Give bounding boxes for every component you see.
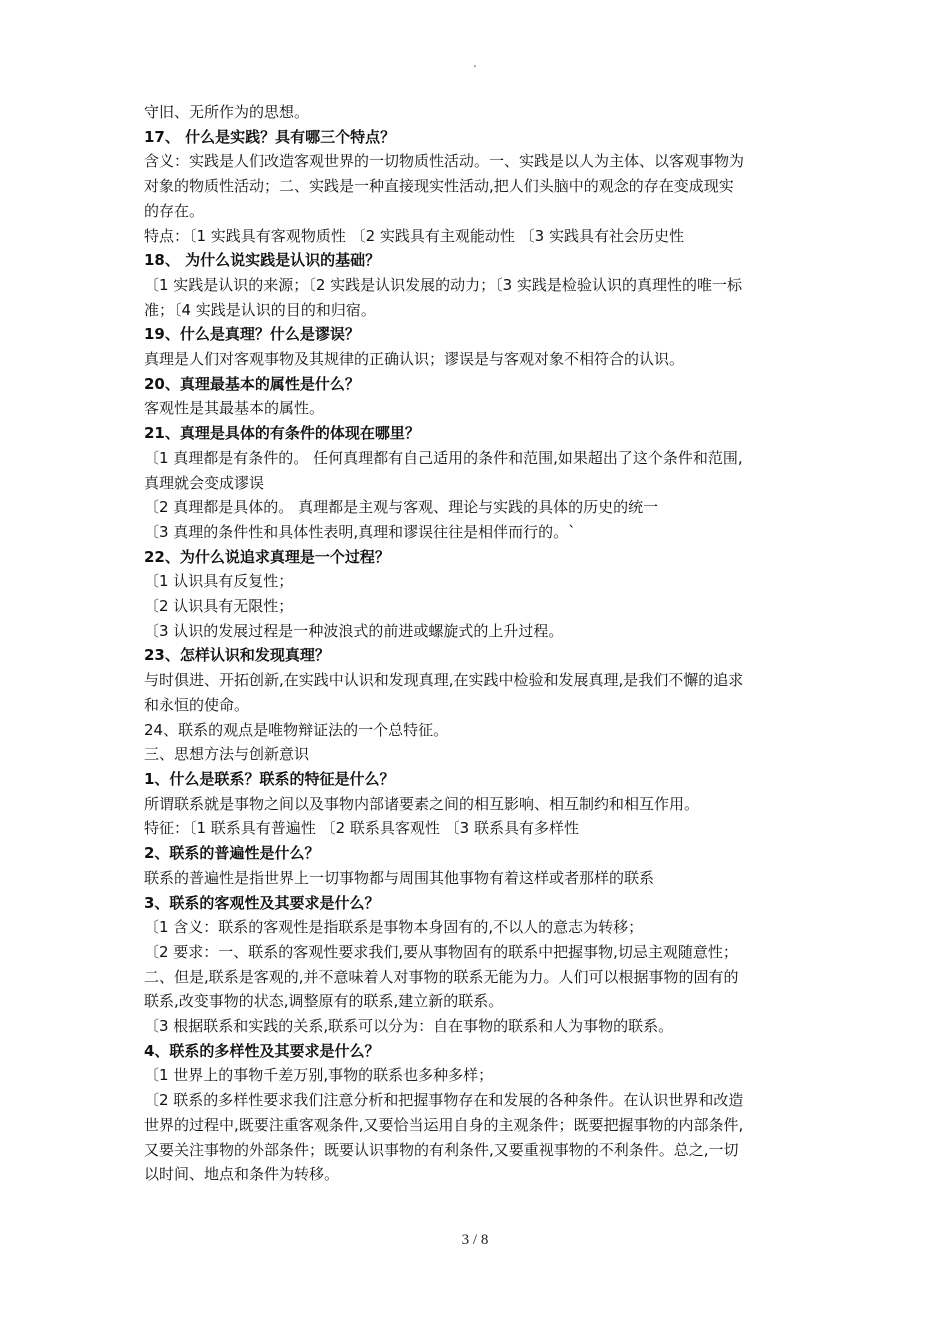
body-text-line: 〔2 联系的多样性要求我们注意分析和把握事物存在和发展的各种条件。在认识世界和改造 bbox=[144, 1091, 744, 1110]
body-text-line: 二、但是,联系是客观的,并不意味着人对事物的联系无能为力。人们可以根据事物的固有的 bbox=[144, 967, 739, 986]
question-heading: 1、什么是联系？联系的特征是什么？ bbox=[144, 769, 395, 788]
question-heading: 19、什么是真理？什么是谬误？ bbox=[144, 325, 360, 344]
body-text-line: 〔1 认识具有反复性； bbox=[144, 572, 294, 591]
body-text-line: 与时俱进、开拓创新,在实践中认识和发现真理,在实践中检验和发展真理,是我们不懈的追求 bbox=[144, 671, 744, 690]
question-heading: 4、联系的多样性及其要求是什么？ bbox=[144, 1041, 380, 1060]
question-heading: 23、怎样认识和发现真理？ bbox=[144, 646, 330, 665]
header-dot: . bbox=[473, 56, 477, 70]
question-heading: 20、真理最基本的属性是什么？ bbox=[144, 374, 360, 393]
body-text-line: 守旧、无所作为的思想。 bbox=[144, 103, 310, 121]
body-text-line: 〔1 真理都是有条件的。 任何真理都有自己适用的条件和范围,如果超出了这个条件和范围, bbox=[144, 448, 743, 467]
question-heading: 18、 为什么说实践是认识的基础？ bbox=[144, 251, 381, 270]
body-text-line: 又要关注事物的外部条件；既要认识事物的有利条件,又要重视事物的不利条件。总之,一切 bbox=[144, 1140, 739, 1159]
body-text-line: 真理是人们对客观事物及其规律的正确认识；谬误是与客观对象不相符合的认识。 bbox=[144, 350, 685, 369]
body-text-line: 以时间、地点和条件为转移。 bbox=[144, 1165, 340, 1184]
body-text-line: 〔2 要求：一、联系的客观性要求我们,要从事物固有的联系中把握事物,切忌主观随意性； bbox=[144, 942, 738, 961]
question-heading: 2、联系的普遍性是什么？ bbox=[144, 844, 320, 863]
body-text-line: 联系,改变事物的状态,调整原有的联系,建立新的联系。 bbox=[144, 992, 504, 1011]
body-text-line: 客观性是其最基本的属性。 bbox=[144, 399, 325, 418]
question-heading: 17、 什么是实践？具有哪三个特点？ bbox=[144, 127, 396, 146]
body-text-line: 的存在。 bbox=[144, 201, 205, 220]
page-number: 3 / 8 bbox=[461, 1232, 489, 1248]
body-text-line: 〔1 实践是认识的来源；〔2 实践是认识发展的动力；〔3 实践是检验认识的真理性的唯一标 bbox=[144, 275, 742, 294]
body-text-line: 〔2 真理都是具体的。 真理都是主观与客观、理论与实践的具体的历史的统一 bbox=[144, 498, 659, 517]
body-text-line: 〔3 根据联系和实践的关系,联系可以分为：自在事物的联系和人为事物的联系。 bbox=[144, 1017, 674, 1036]
question-heading: 21、真理是具体的有条件的体现在哪里？ bbox=[144, 424, 420, 443]
question-heading: 3、联系的客观性及其要求是什么？ bbox=[144, 893, 380, 912]
body-text-line: 〔3 真理的条件性和具体性表明,真理和谬误往往是相伴而行的。` bbox=[144, 522, 576, 541]
question-heading: 22、为什么说追求真理是一个过程？ bbox=[144, 547, 390, 566]
body-text-line: 〔3 认识的发展过程是一种波浪式的前进或螺旋式的上升过程。 bbox=[144, 621, 564, 640]
body-text-line: 和永恒的使命。 bbox=[144, 695, 250, 714]
body-text-line: 含义：实践是人们改造客观世界的一切物质性活动。一、实践是以人为主体、以客观事物为 bbox=[144, 152, 745, 171]
body-text-line: 真理就会变成谬误 bbox=[144, 473, 265, 492]
body-text-line: 准；〔4 实践是认识的目的和归宿。 bbox=[144, 300, 376, 319]
body-text-line: 所谓联系就是事物之间以及事物内部诸要素之间的相互影响、相互制约和相互作用。 bbox=[144, 794, 700, 813]
body-text-line: 〔1 含义：联系的客观性是指联系是事物本身固有的,不以人的意志为转移； bbox=[144, 918, 644, 937]
body-text-line: 〔1 世界上的事物千差万别,事物的联系也多种多样； bbox=[144, 1066, 494, 1085]
document-body bbox=[144, 100, 812, 1187]
body-text-line: 联系的普遍性是指世界上一切事物都与周围其他事物有着这样或者那样的联系 bbox=[144, 868, 655, 887]
body-text-line: 世界的过程中,既要注重客观条件,又要恰当运用自身的主观条件；既要把握事物的内部条件, bbox=[144, 1115, 744, 1134]
body-text-line: 24、联系的观点是唯物辩证法的一个总特征。 bbox=[144, 720, 449, 739]
body-text-line: 〔2 认识具有无限性； bbox=[144, 597, 294, 616]
body-text-line: 特点：〔1 实践具有客观物质性 〔2 实践具有主观能动性 〔3 实践具有社会历史性 bbox=[144, 226, 684, 245]
body-text-line: 对象的物质性活动；二、实践是一种直接现实性活动,把人们头脑中的观念的存在变成现实 bbox=[144, 177, 734, 196]
body-text-line: 特征：〔1 联系具有普遍性 〔2 联系具客观性 〔3 联系具有多样性 bbox=[144, 819, 579, 838]
body-text-line: 三、思想方法与创新意识 bbox=[144, 745, 310, 764]
